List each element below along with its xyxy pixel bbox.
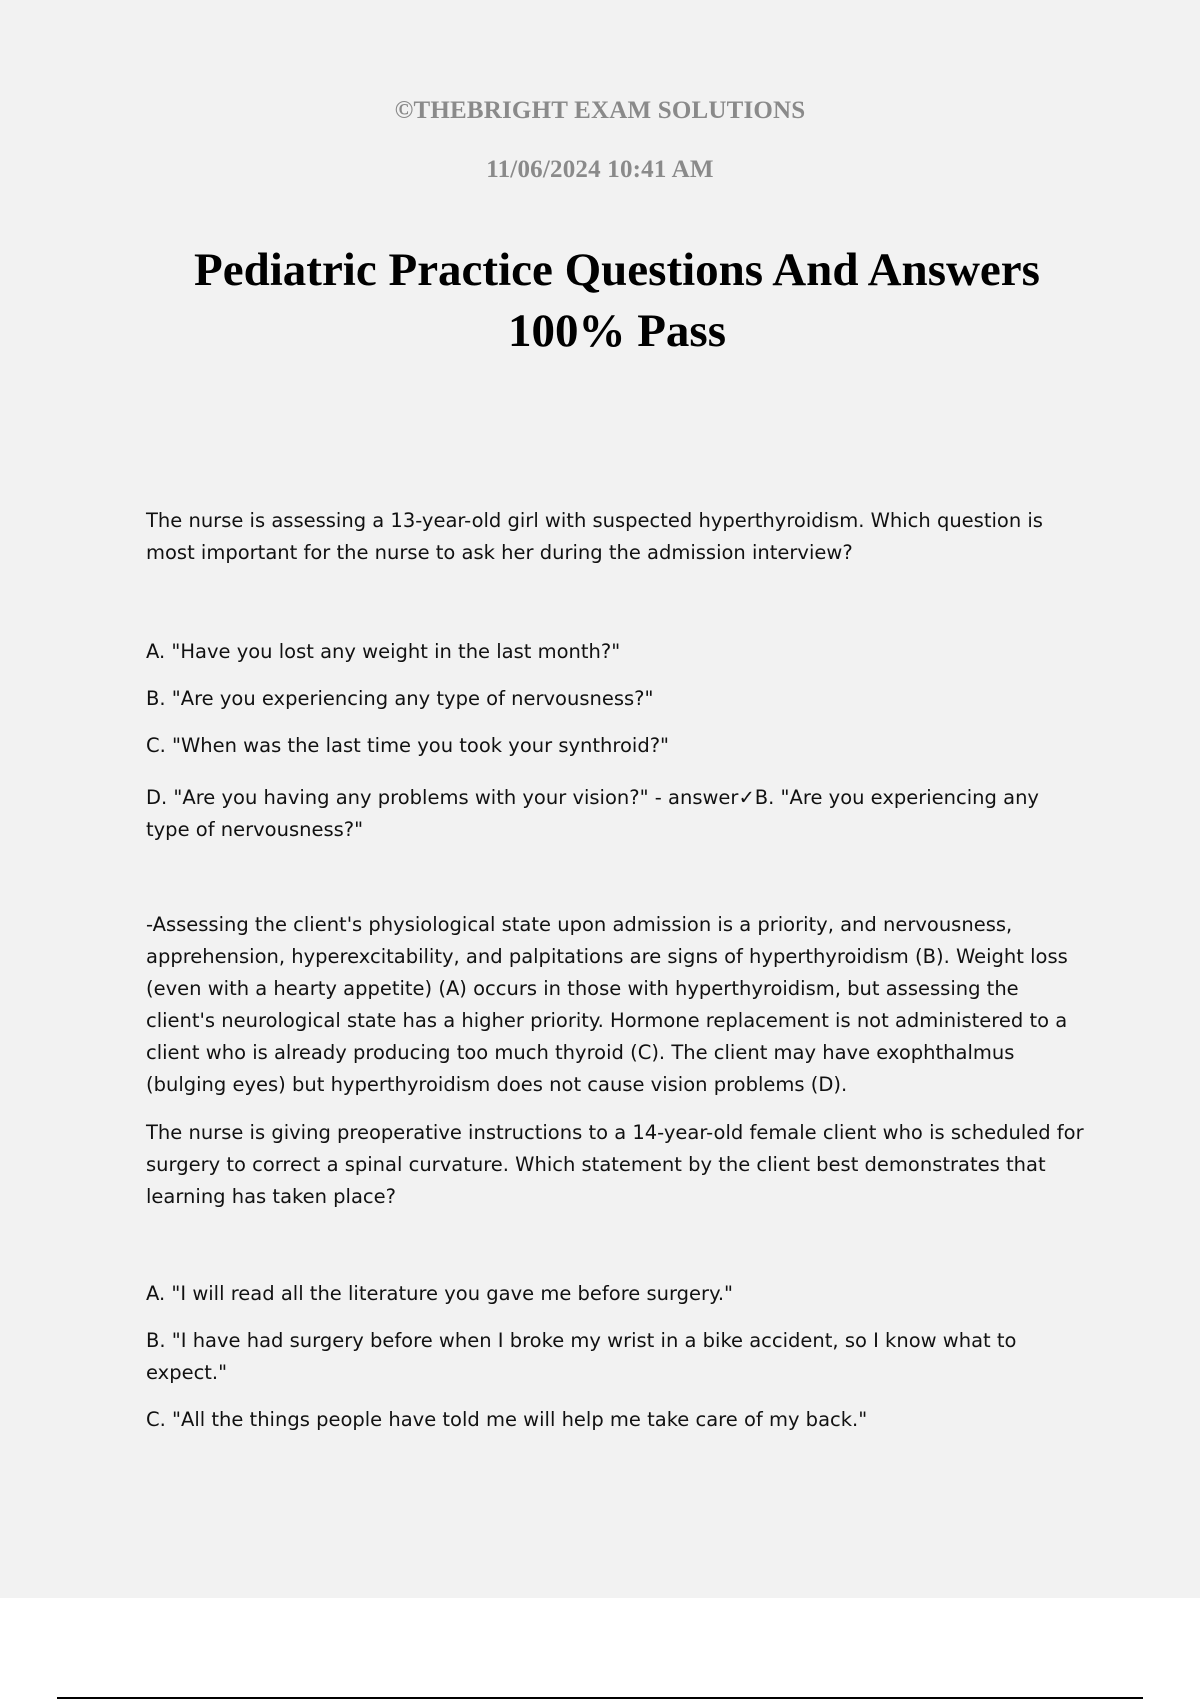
question-1-stem: The nurse is assessing a 13-year-old girl with suspected hyperthyroidism. Which question is most important for the nurse to ask her during the admission interview? [146,509,1043,564]
question-1-rationale: -Assessing the client's physiological state upon admission is a priority, and nervousness, apprehension, hyperexcitability, and palpitations are signs of hyperthyroidism (B). Weight loss (even with a hearty appetite) (A) occurs in those with hyperthyroidism, but assessing the client's neurological state has a higher priority. Hormone replacement is not administered to a client who is already producing too much thyroid (C). The client may have exophthalmus (bulging eyes) but hyperthyroidism does not cause vision problems (D). [146,913,1068,1096]
print-timestamp: 11/06/2024 10:41 AM [486,156,714,183]
question-2-stem: The nurse is giving preoperative instructions to a 14-year-old female client who is scheduled for surgery to correct a spinal curvature. Which statement by the client best demonstrates that learning has taken place? [146,1121,1084,1208]
question-1-option-a: A. "Have you lost any weight in the last month?" [146,640,621,663]
question-2-option-c: C. "All the things people have told me will help me take care of my back." [146,1408,868,1431]
question-2-option-b: B. "I have had surgery before when I broke my wrist in a bike accident, so I know what to expect." [146,1329,1017,1384]
title-line-2: 100% Pass [507,305,727,357]
question-2-option-a: A. "I will read all the literature you gave me before surgery." [146,1282,733,1305]
watermark-brand: ©THEBRIGHT EXAM SOLUTIONS [394,97,806,124]
question-1-option-c: C. "When was the last time you took your synthroid?" [146,734,670,757]
question-1-option-b: B. "Are you experiencing any type of nervousness?" [146,687,654,710]
title-line-1: Pediatric Practice Questions And Answers [194,244,1040,296]
document-title [100,240,1134,362]
question-1-option-d-answer: D. "Are you having any problems with your vision?" - answer✓B. "Are you experiencing any type of nervousness?" [146,786,1039,841]
page-divider [57,1697,1143,1699]
